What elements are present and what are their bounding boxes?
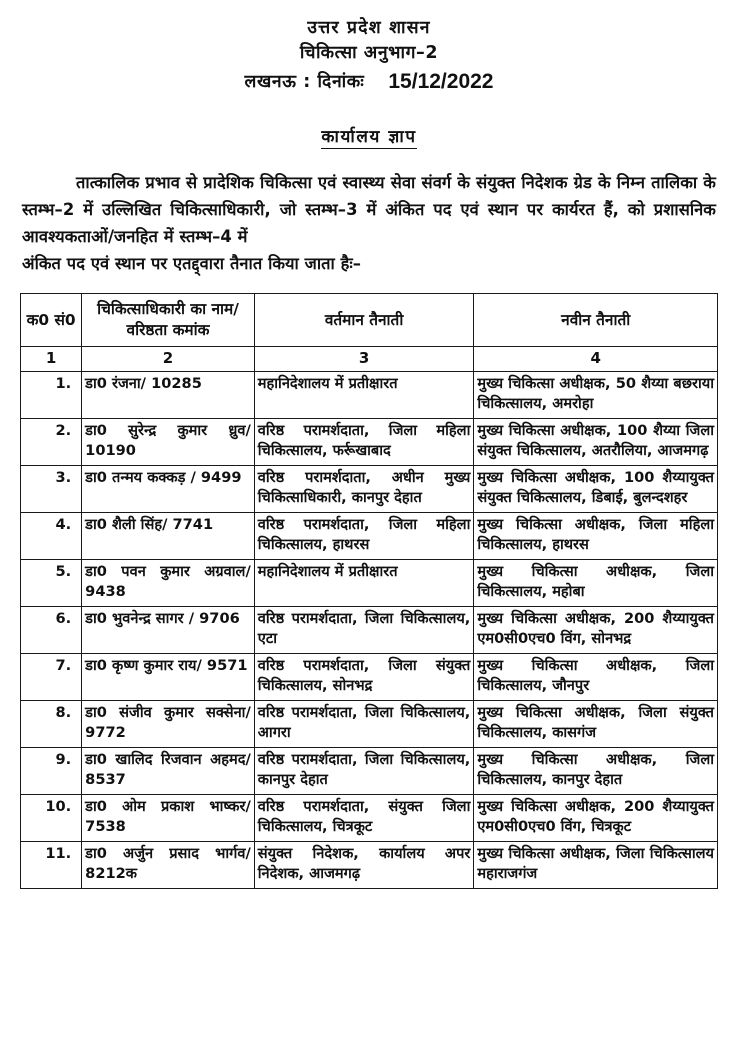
table-row [21,841,718,888]
cell-current-posting: वरिष्ठ परामर्शदाता, जिला चिकित्सालय, आगरा [254,700,474,747]
cell-new-posting: मुख्य चिकित्सा अधीक्षक, जिला चिकित्सालय, महोबा [474,559,718,606]
cell-officer-name: डा0 अर्जुन प्रसाद भार्गव/ 8212क [82,841,255,888]
cell-current-posting: महानिदेशालय में प्रतीक्षारत [254,371,474,418]
cell-officer-name: डा0 पवन कुमार अग्रवाल/ 9438 [82,559,255,606]
cell-current-posting: वरिष्ठ परामर्शदाता, अधीन मुख्य चिकित्साधिकारी, कानपुर देहात [254,465,474,512]
cell-new-posting: मुख्य चिकित्सा अधीक्षक, जिला महिला चिकित्सालय, हाथरस [474,512,718,559]
cell-serial: 8. [21,700,82,747]
cell-new-posting: मुख्य चिकित्सा अधीक्षक, 100 शैय्यायुक्त संयुक्त चिकित्सालय, डिबाई, बुलन्दशहर [474,465,718,512]
cell-officer-name: डा0 रंजना/ 10285 [82,371,255,418]
cell-officer-name: डा0 सुरेन्द्र कुमार ध्रुव/ 10190 [82,418,255,465]
cell-new-posting: मुख्य चिकित्सा अधीक्षक, 200 शैय्यायुक्त एम0सी0एच0 विंग, चित्रकूट [474,794,718,841]
table-row [21,559,718,606]
table-row [21,794,718,841]
table-row [21,465,718,512]
table-header-serial: क0 सं0 [21,294,82,347]
column-number-1: 1 [21,347,82,372]
cell-new-posting: मुख्य चिकित्सा अधीक्षक, 50 शैय्या बछराया चिकित्सालय, अमरोहा [474,371,718,418]
cell-serial: 5. [21,559,82,606]
cell-serial: 10. [21,794,82,841]
table-row [21,747,718,794]
header-line-department: चिकित्सा अनुभाग–2 [299,43,439,63]
cell-officer-name: डा0 खालिद रिजवान अहमद/ 8537 [82,747,255,794]
table-header-new-posting: नवीन तैनाती [474,294,718,347]
cell-new-posting: मुख्य चिकित्सा अधीक्षक, जिला चिकित्सालय, कानपुर देहात [474,747,718,794]
cell-new-posting: मुख्य चिकित्सा अधीक्षक, जिला चिकित्सालय, जौनपुर [474,653,718,700]
cell-serial: 3. [21,465,82,512]
cell-current-posting: वरिष्ठ परामर्शदाता, जिला चिकित्सालय, एटा [254,606,474,653]
cell-serial: 2. [21,418,82,465]
cell-current-posting: वरिष्ठ परामर्शदाता, जिला चिकित्सालय, कानपुर देहात [254,747,474,794]
cell-current-posting: वरिष्ठ परामर्शदाता, जिला संयुक्त चिकित्सालय, सोनभद्र [254,653,474,700]
cell-serial: 7. [21,653,82,700]
column-number-2: 2 [82,347,255,372]
document-subject-heading [0,124,738,147]
table-header-row [21,294,718,347]
posting-table-wrapper [20,293,718,889]
document-header [0,0,738,96]
cell-officer-name: डा0 तन्मय कक्कड़ / 9499 [82,465,255,512]
table-row [21,653,718,700]
subject-text: कार्यालय ज्ञाप [321,127,417,147]
paragraph-text: तात्कालिक प्रभाव से प्रादेशिक चिकित्सा एवं स्वास्थ्य सेवा संवर्ग के संयुक्त निदेशक ग्रेड के निम्न तालिका के स्तम्भ–2 में उल्लिखित चिकित्साधिकारी, जो स्तम्भ–3 में अंकित पद एवं स्थान पर कार्यरत हैं, को प्रशासनिक आवश्यकताओं/जनहित में स्तम्भ–4 में [22,173,716,246]
table-row [21,418,718,465]
cell-serial: 11. [21,841,82,888]
cell-officer-name: डा0 ओम प्रकाश भाष्कर/ 7538 [82,794,255,841]
dateline-label: लखनऊ : दिनांकः [244,72,365,92]
header-dateline [0,67,738,96]
cell-current-posting: संयुक्त निदेशक, कार्यालय अपर निदेशक, आजमगढ़ [254,841,474,888]
header-line-government: उत्तर प्रदेश शासन [307,18,431,38]
document-body-paragraph [22,169,716,277]
paragraph-text-last-line: अंकित पद एवं स्थान पर एतद्द्वारा तैनात किया जाता हैः– [22,254,362,273]
cell-serial: 1. [21,371,82,418]
cell-current-posting: वरिष्ठ परामर्शदाता, जिला महिला चिकित्सालय, फर्रूखाबाद [254,418,474,465]
posting-table [20,293,718,889]
cell-serial: 4. [21,512,82,559]
cell-new-posting: मुख्य चिकित्सा अधीक्षक, 200 शैय्यायुक्त एम0सी0एच0 विंग, सोनभद्र [474,606,718,653]
table-row [21,371,718,418]
posting-table-head [21,294,718,372]
column-number-3: 3 [254,347,474,372]
dateline-value: 15/12/2022 [388,70,494,93]
cell-serial: 6. [21,606,82,653]
table-header-officer-name: चिकित्साधिकारी का नाम/वरिष्ठता कमांक [82,294,255,347]
cell-new-posting: मुख्य चिकित्सा अधीक्षक, जिला चिकित्सालय महाराजगंज [474,841,718,888]
cell-officer-name: डा0 भुवनेन्द्र सागर / 9706 [82,606,255,653]
cell-new-posting: मुख्य चिकित्सा अधीक्षक, जिला संयुक्त चिकित्सालय, कासगंज [474,700,718,747]
cell-current-posting: वरिष्ठ परामर्शदाता, संयुक्त जिला चिकित्सालय, चित्रकूट [254,794,474,841]
cell-current-posting: वरिष्ठ परामर्शदाता, जिला महिला चिकित्सालय, हाथरस [254,512,474,559]
table-row [21,512,718,559]
column-number-4: 4 [474,347,718,372]
cell-serial: 9. [21,747,82,794]
table-row [21,700,718,747]
cell-officer-name: डा0 संजीव कुमार सक्सेना/ 9772 [82,700,255,747]
table-row [21,606,718,653]
table-column-number-row [21,347,718,372]
cell-current-posting: महानिदेशालय में प्रतीक्षारत [254,559,474,606]
posting-table-body [21,371,718,888]
cell-new-posting: मुख्य चिकित्सा अधीक्षक, 100 शैय्या जिला संयुक्त चिकित्सालय, अतरौलिया, आजमगढ़ [474,418,718,465]
cell-officer-name: डा0 शैली सिंह/ 7741 [82,512,255,559]
table-header-current-posting: वर्तमान तैनाती [254,294,474,347]
cell-officer-name: डा0 कृष्ण कुमार राय/ 9571 [82,653,255,700]
